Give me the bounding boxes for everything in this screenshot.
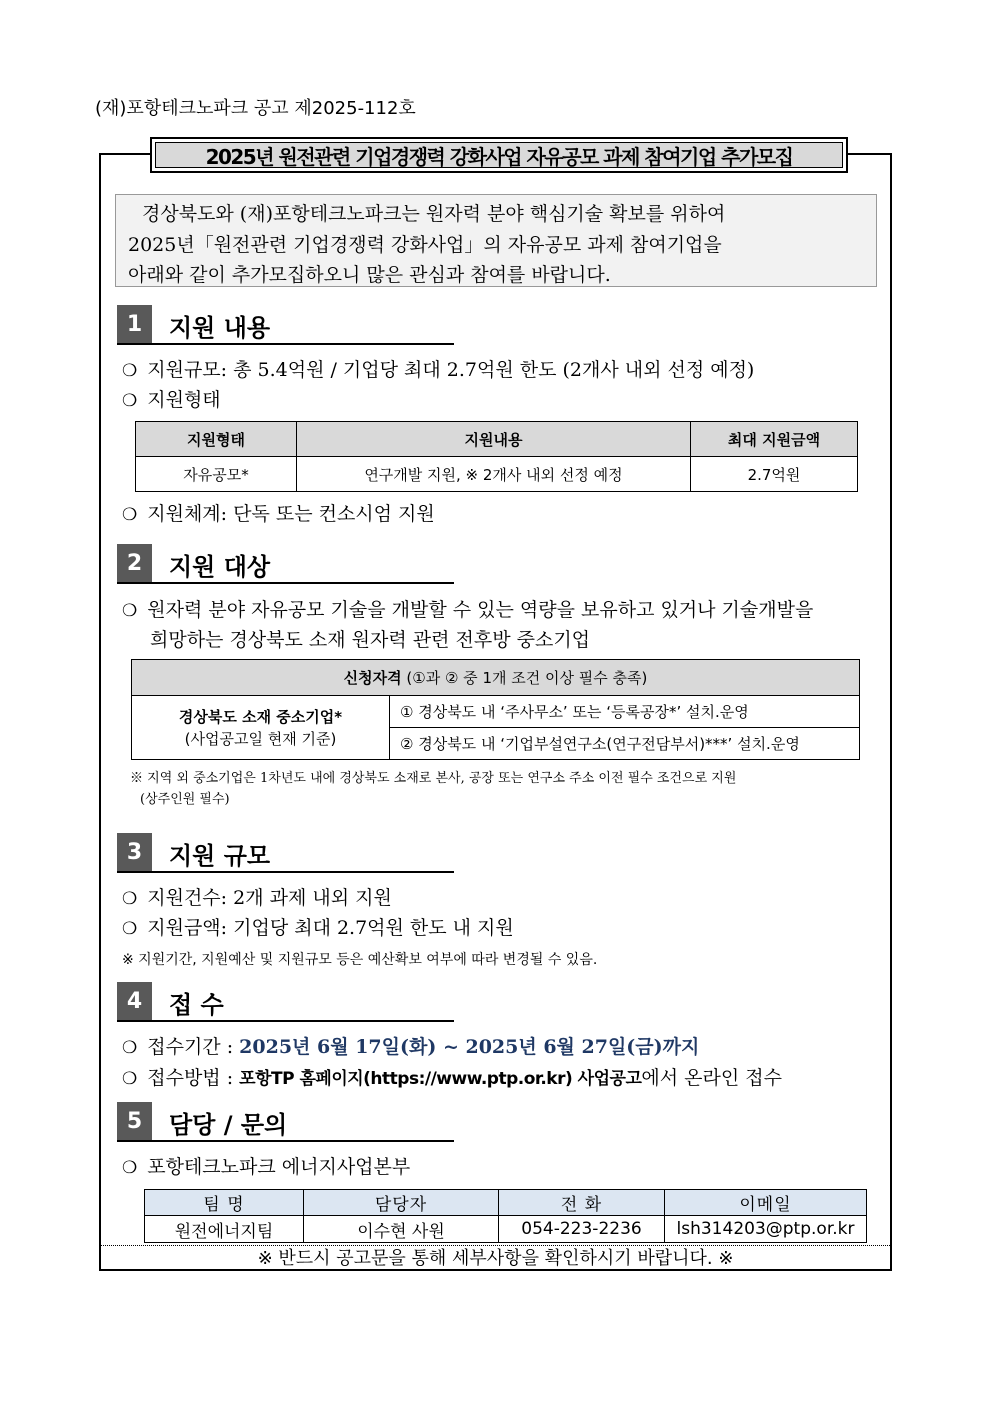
table-cell: 2.7억원 (691, 457, 858, 492)
bullet-target (122, 595, 813, 622)
intro-line-1: 경상북도와 (재)포항테크노파크는 원자력 분야 핵심기술 확보를 위하여 (142, 203, 726, 225)
table-header: 담당자 (304, 1190, 499, 1216)
section-title: 지원 대상 (169, 553, 271, 581)
bullet-support-scale (122, 355, 754, 382)
regional-note-cont: (상주인원 필수) (140, 792, 230, 807)
section-number: 2 (117, 544, 152, 582)
section-title: 접 수 (169, 991, 224, 1019)
table-row (145, 1216, 867, 1243)
section-number: 1 (117, 305, 152, 343)
header-rest: (①과 ② 중 1개 조건 이상 필수 충족) (401, 669, 648, 687)
table-cell (132, 696, 390, 760)
footer-notice: ※ 반드시 공고문을 통해 세부사항을 확인하시기 바랍니다. ※ (101, 1245, 890, 1270)
section-title: 담당 / 문의 (169, 1111, 288, 1139)
bullet-icon: ❍ (122, 391, 138, 411)
table-cell: 연구개발 지원, ※ 2개사 내외 선정 예정 (297, 457, 691, 492)
bullet-icon: ❍ (122, 1069, 138, 1089)
method-label: 접수방법 : (147, 1067, 240, 1089)
bullet-text: 지원형태 (147, 389, 221, 411)
table-header: 지원내용 (297, 422, 691, 457)
section-title: 지원 규모 (169, 842, 271, 870)
table-header (132, 660, 860, 696)
section-3-header (117, 833, 454, 873)
table-header: 지원형태 (136, 422, 297, 457)
bullet-text: 지원건수: 2개 과제 내외 지원 (147, 887, 392, 909)
section-number: 3 (117, 833, 152, 871)
bullet-target-cont: 희망하는 경상북도 소재 원자력 관련 전후방 중소기업 (150, 629, 591, 651)
table-cell: 이수현 사원 (304, 1216, 499, 1243)
bullet-text: 지원규모: 총 5.4억원 / 기업당 최대 2.7억원 한도 (2개사 내외 선정 예정) (147, 359, 755, 381)
bullet-amount (122, 913, 514, 940)
section-5-header (117, 1102, 454, 1142)
intro-line-2: 2025년「원전관련 기업경쟁력 강화사업」의 자유공모 과제 참여기업을 (128, 233, 722, 256)
section-2-header (117, 544, 454, 584)
bullet-icon: ❍ (122, 505, 138, 525)
method-value: 포항TP 홈페이지(https://www.ptp.or.kr) 사업공고 (239, 1069, 642, 1089)
table-row (136, 457, 858, 492)
support-table (135, 421, 858, 492)
bullet-method (122, 1063, 782, 1090)
bullet-text: 지원체계: 단독 또는 컨소시엄 지원 (147, 503, 435, 525)
bullet-icon: ❍ (122, 601, 138, 621)
title-box (150, 137, 848, 173)
table-cell: 자유공모* (136, 457, 297, 492)
header-bold: 신청자격 (343, 669, 402, 687)
bullet-icon: ❍ (122, 889, 138, 909)
bullet-text: 원자력 분야 자유공모 기술을 개발할 수 있는 역량을 보유하고 있거나 기술개발을 (147, 599, 814, 621)
section-1-header (117, 305, 454, 345)
bullet-count (122, 883, 392, 910)
table-cell: 054-223-2236 (499, 1216, 665, 1243)
period-value: 2025년 6월 17일(화) ~ 2025년 6월 27일(금)까지 (239, 1036, 700, 1058)
bullet-support-system (122, 499, 435, 526)
eligibility-basis: (사업공고일 현재 기준) (184, 729, 337, 748)
period-label: 접수기간 : (147, 1036, 240, 1058)
eligibility-table (131, 659, 860, 760)
bullet-period (122, 1032, 699, 1059)
method-tail: 에서 온라인 접수 (641, 1067, 782, 1089)
contact-table (144, 1189, 867, 1243)
table-header: 전 화 (499, 1190, 665, 1216)
bullet-text: 지원금액: 기업당 최대 2.7억원 한도 내 지원 (147, 917, 514, 939)
section-4-header (117, 982, 454, 1022)
bullet-icon: ❍ (122, 1038, 138, 1058)
section-number: 5 (117, 1102, 152, 1140)
notice-number: (재)포항테크노파크 공고 제2025-112호 (95, 98, 416, 119)
table-header: 이메일 (665, 1190, 867, 1216)
bullet-icon: ❍ (122, 361, 138, 381)
intro-paragraph (115, 194, 877, 287)
intro-line-3: 아래와 같이 추가모집하오니 많은 관심과 참여를 바랍니다. (128, 264, 611, 286)
table-header: 팀 명 (145, 1190, 304, 1216)
bullet-dept (122, 1152, 410, 1179)
section-number: 4 (117, 982, 152, 1020)
eligibility-title: 경상북도 소재 중소기업* (178, 707, 343, 726)
bullet-icon: ❍ (122, 919, 138, 939)
table-cell: ① 경상북도 내 ‘주사무소’ 또는 ‘등록공장*’ 설치.운영 (390, 696, 860, 728)
bullet-icon: ❍ (122, 1158, 138, 1178)
budget-note: ※ 지원기간, 지원예산 및 지원규모 등은 예산확보 여부에 따라 변경될 수 있음. (122, 952, 598, 968)
table-cell: ② 경상북도 내 ‘기업부설연구소(연구전담부서)***’ 설치.운영 (390, 728, 860, 760)
table-cell: 원전에너지팀 (145, 1216, 304, 1243)
bullet-text: 포항테크노파크 에너지사업본부 (147, 1156, 411, 1178)
regional-note: ※ 지역 외 중소기업은 1차년도 내에 경상북도 소재로 본사, 공장 또는 연구소 주소 이전 필수 조건으로 지원 (130, 771, 737, 786)
email-link[interactable]: lsh314203@ptp.or.kr (665, 1216, 867, 1243)
bullet-support-type (122, 385, 221, 412)
table-row (132, 696, 860, 728)
page-title: 2025년 원전관련 기업경쟁력 강화사업 자유공모 과제 참여기업 추가모집 (155, 142, 843, 168)
table-header: 최대 지원금액 (691, 422, 858, 457)
section-title: 지원 내용 (169, 314, 271, 342)
